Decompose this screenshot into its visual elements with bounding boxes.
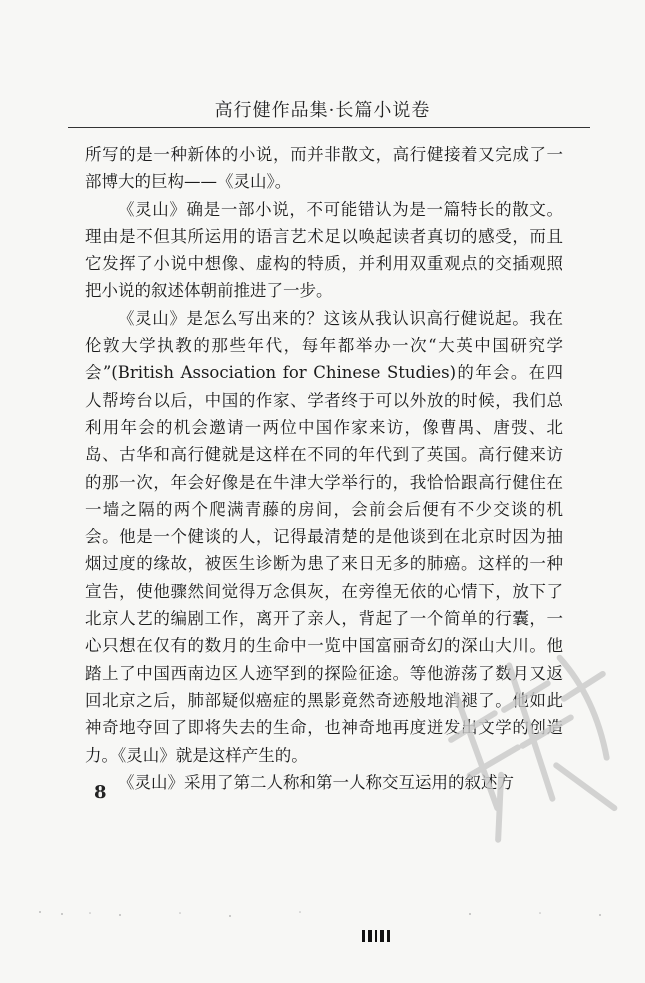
body-text — [85, 141, 563, 796]
scan-dots-graphic — [0, 900, 645, 979]
scan-noise — [0, 900, 645, 979]
paragraph-2: 《灵山》确是一部小说，不可能错认为是一篇特长的散文。理由是不但其所运用的语言艺术足以唤起读者真切的感受，而且它发挥了小说中想像、虚构的特质，并利用双重观点的交插观照把小说的叙述体朝前推进了一步。 — [85, 199, 563, 301]
paragraph-1: 所写的是一种新体的小说，而并非散文，高行健接着又完成了一部博大的巨构——《灵山》。 — [85, 145, 563, 192]
header-rule — [68, 127, 590, 128]
scan-barcode — [362, 930, 390, 942]
paragraph-3: 《灵山》是怎么写出来的？这该从我认识高行健说起。我在伦敦大学执教的那些年代，每年都举办一次“大英中国研究学会”(British Association for Chinese Studies)的年会。在四人帮垮台以后，中国的作家、学者终于可以外放的时候，我们总利用年会的机会邀请一两位中国作家来访，像曹禺、唐弢、北岛、古华和高行健就是这样在不同的年代到了英国。高行健来访的那一次，年会好像是在牛津大学举行的，我恰恰跟高行健住在一墙之隔的两个爬满青藤的房间，会前会后便有不少交谈的机会。他是一个健谈的人，记得最清楚的是他谈到在北京时因为抽烟过度的缘故，被医生诊断为患了来日无多的肺癌。这样的一种宣告，使他骤然间觉得万念俱灰，在旁徨无依的心情下，放下了北京人艺的编剧工作，离开了亲人，背起了一个简单的行囊，一心只想在仅有的数月的生命中一览中国富丽奇幻的深山大川。他踏上了中国西南边区人迹罕到的探险征途。等他游荡了数月又返回北京之后，肺部疑似癌症的黑影竟然奇迹般地消褪了。他如此神奇地夺回了即将失去的生命，也神奇地再度迸发出文学的创造力。《灵山》就是这样产生的。 — [85, 308, 563, 765]
running-header: 高行健作品集·长篇小说卷 — [214, 100, 431, 121]
paragraph-4: 《灵山》采用了第二人称和第一人称交互运用的叙述方 — [118, 772, 514, 792]
page-number: 8 — [94, 782, 107, 803]
